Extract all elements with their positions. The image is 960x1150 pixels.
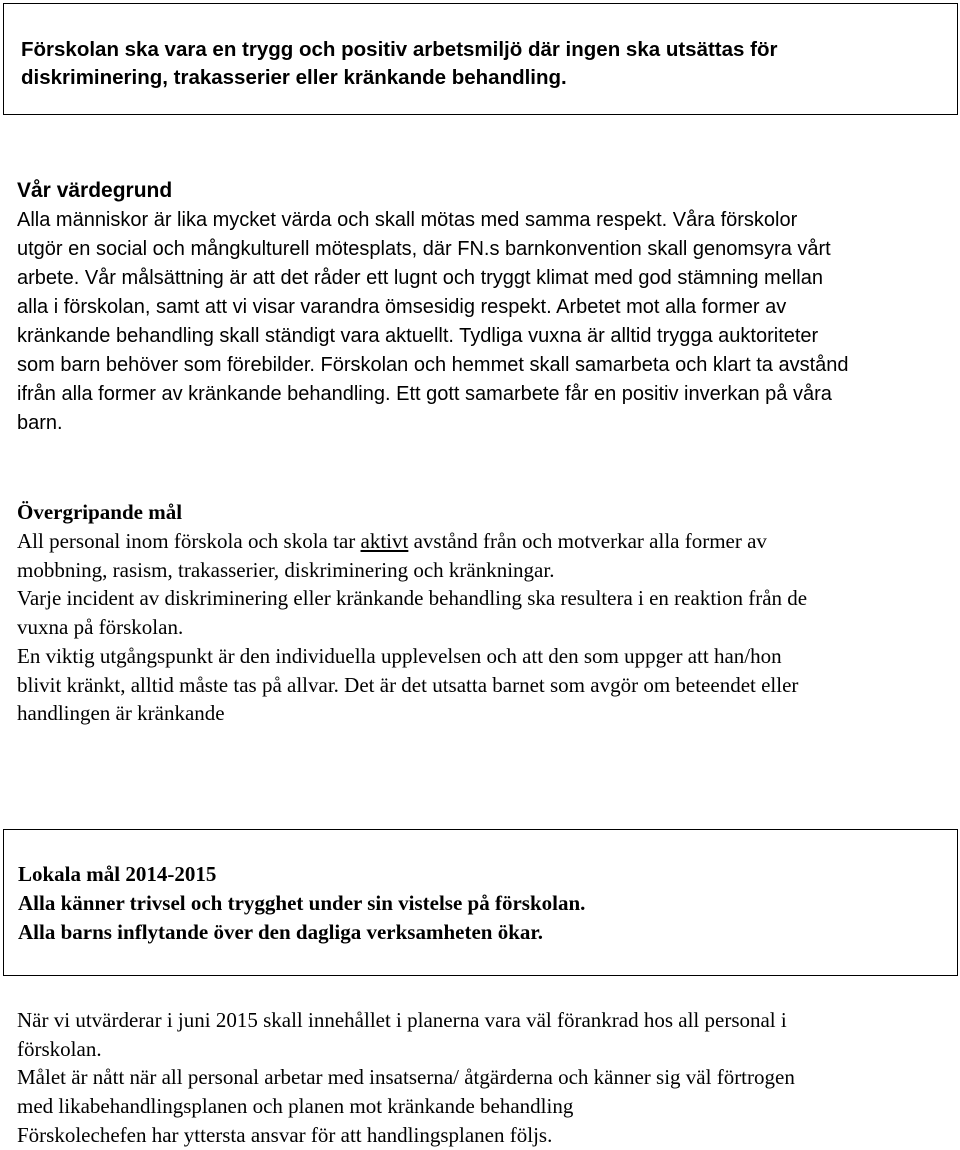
goals-line: Varje incident av diskriminering eller kränkande behandling ska resultera i en reaktion från de: [17, 586, 808, 611]
values-line: utgör en social och mångkulturell mötesplats, där FN.s barnkonvention skall genomsyra vårt: [17, 238, 831, 260]
goals-heading: Övergripande mål: [17, 500, 183, 524]
intro-line: diskriminering, trakasserier eller kränkande behandling.: [21, 66, 567, 89]
intro-box: [3, 3, 958, 115]
underlined-word-aktivt: aktivt: [360, 529, 409, 553]
goals-line: handlingen är kränkande: [17, 701, 225, 726]
evaluation-line: Förskolechefen har yttersta ansvar för att handlingsplanen följs.: [17, 1122, 553, 1147]
values-line: som barn behöver som förebilder. Förskolan och hemmet skall samarbeta och klart ta avstånd: [17, 354, 849, 376]
goals-line-first-before: All personal inom förskola och skola tar: [17, 529, 361, 553]
intro-line: Förskolan ska vara en trygg och positiv arbetsmiljö där ingen ska utsättas för: [21, 38, 778, 61]
local-goal-item: Alla känner trivsel och trygghet under sin vistelse på förskolan.: [18, 891, 586, 915]
values-line: alla i förskolan, samt att vi visar varandra ömsesidig respekt. Arbetet mot alla former av: [17, 296, 787, 318]
values-line: kränkande behandling skall ständigt vara aktuellt. Tydliga vuxna är alltid trygga auktoriteter: [17, 325, 819, 347]
goals-line: mobbning, rasism, trakasserier, diskriminering och kränkningar.: [17, 557, 555, 582]
intro-text: [21, 36, 901, 92]
goals-line-first-after: avstånd från och motverkar alla former av: [408, 529, 767, 553]
evaluation-section: [17, 1006, 947, 1150]
goals-line-first: [17, 527, 947, 556]
values-line: barn.: [17, 412, 63, 434]
evaluation-line: med likabehandlingsplanen och planen mot kränkande behandling: [17, 1094, 574, 1119]
values-heading: Vår värdegrund: [17, 179, 173, 202]
values-section: [17, 176, 947, 438]
local-goal-item: Alla barns inflytande över den dagliga verksamheten ökar.: [18, 920, 544, 944]
goals-section: [17, 497, 947, 728]
values-line: ifrån alla former av kränkande behandling. Ett gott samarbete får en positiv inverkan på våra: [17, 383, 832, 405]
values-line: Alla människor är lika mycket värda och skall mötas med samma respekt. Våra förskolor: [17, 209, 798, 231]
values-line: arbete. Vår målsättning är att det råder ett lugnt och tryggt klimat med god stämning mellan: [17, 267, 823, 289]
local-goals-title: Lokala mål 2014-2015: [18, 862, 217, 886]
local-goals-box: [3, 829, 958, 976]
evaluation-line: När vi utvärderar i juni 2015 skall innehållet i planerna vara väl förankrad hos all personal i: [17, 1008, 787, 1032]
goals-line: vuxna på förskolan.: [17, 615, 184, 640]
goals-line: En viktig utgångspunkt är den individuella upplevelsen och att den som uppger att han/hon: [17, 643, 782, 668]
evaluation-line: Målet är nått när all personal arbetar med insatserna/ åtgärderna och känner sig väl förtrogen: [17, 1065, 795, 1090]
goals-line: blivit kränkt, alltid måste tas på allvar. Det är det utsatta barnet som avgör om beteendet eller: [17, 672, 799, 697]
evaluation-line: förskolan.: [17, 1036, 102, 1061]
